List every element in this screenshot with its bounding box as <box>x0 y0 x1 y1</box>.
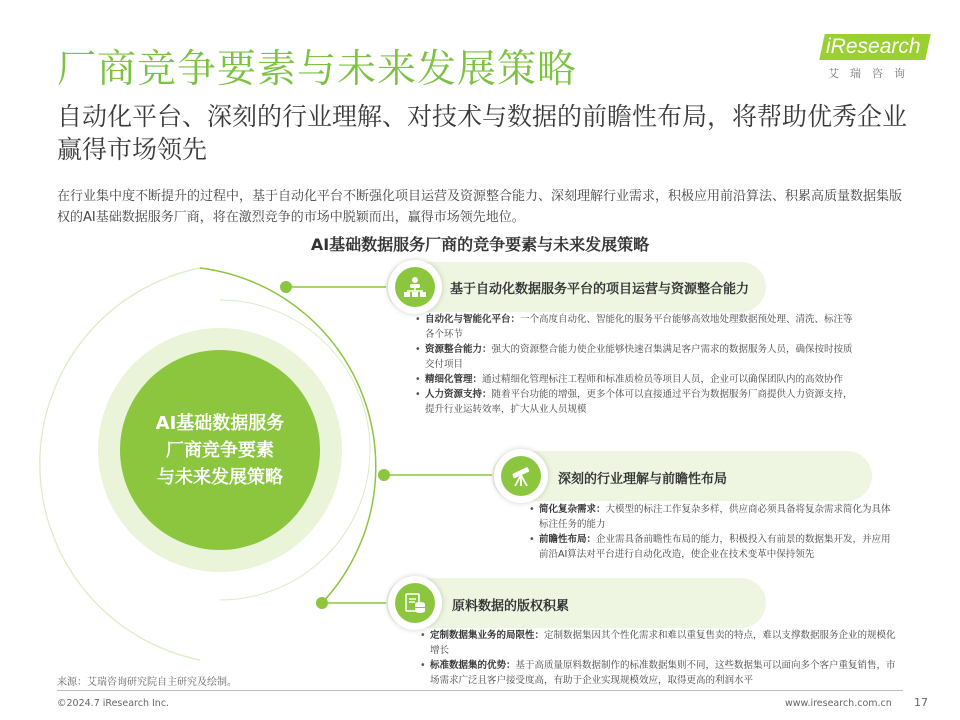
copyright: ©2024.7 iResearch Inc. <box>57 698 170 709</box>
section-3-pill <box>386 578 766 628</box>
center-line-3: 与未来发展策略 <box>156 466 283 488</box>
page-title: 厂商竞争要素与未来发展策略 <box>57 47 578 92</box>
arc-dot-3 <box>316 597 328 609</box>
section-1-bullets <box>413 312 855 417</box>
database-doc-icon <box>403 591 427 615</box>
list-item: • 资源整合能力：强大的资源整合能力使企业能够快速召集满足客户需求的数据服务人员，确保按时按质交付项目 <box>413 342 855 372</box>
section-3-title: 原料数据的版权积累 <box>452 599 570 614</box>
telescope-icon <box>509 464 533 488</box>
source-note: 来源：艾瑞咨询研究院自主研究及绘制。 <box>57 677 237 688</box>
arc-dot-1 <box>280 281 292 293</box>
section-3-icon-circle <box>388 576 442 630</box>
list-item: • 精细化管理：通过精细化管理标注工程师和标准质检员等项目人员，企业可以确保团队内的高效协作 <box>413 372 855 387</box>
section-1-title: 基于自动化数据服务平台的项目运营与资源整合能力 <box>450 282 750 297</box>
footer-divider <box>57 690 903 691</box>
list-item: • 自动化与智能化平台：一个高度自动化、智能化的服务平台能够高效地处理数据预处理、清洗、标注等各个环节 <box>413 312 855 342</box>
logo-text: iResearch <box>826 35 921 58</box>
center-line-1: AI基础数据服务 <box>155 412 285 434</box>
list-item: • 简化复杂需求：大模型的标注工作复杂多样，供应商必须具备将复杂需求简化为具体标注任务的能力 <box>527 502 900 532</box>
page-number: 17 <box>914 696 928 709</box>
logo-cn: 艾瑞咨询 <box>828 67 916 80</box>
center-line-2: 厂商竞争要素 <box>165 439 274 461</box>
center-circle <box>120 350 320 550</box>
list-item: • 人力资源支持：随着平台功能的增强，更多个体可以直接通过平台为数据服务厂商提供人力资源支持，提升行业运转效率，扩大从业人员规模 <box>413 387 855 417</box>
org-chart-icon <box>403 276 427 298</box>
section-3-bullets <box>418 628 896 688</box>
list-item: • 定制数据集业务的局限性：定制数据集因其个性化需求和难以重复售卖的特点，难以支撑数据服务企业的规模化增长 <box>418 628 896 658</box>
diagram-title: AI基础数据服务厂商的竞争要素与未来发展策略 <box>310 235 650 254</box>
page-subtitle: 自动化平台、深刻的行业理解、对技术与数据的前瞻性布局，将帮助优秀企业赢得市场领先 <box>57 102 908 164</box>
list-item: • 前瞻性布局：企业需具备前瞻性布局的能力，积极投入有前景的数据集开发，并应用前沿AI算法对平台进行自动化改造，使企业在技术变革中保持领先 <box>527 532 900 562</box>
arc-dot-2 <box>378 469 390 481</box>
section-2-icon-circle <box>494 449 548 503</box>
section-1-icon-circle <box>388 260 442 314</box>
intro-paragraph: 在行业集中度不断提升的过程中，基于自动化平台不断强化项目运营及资源整合能力、深刻理解行业需求，积极应用前沿算法、积累高质量数据集版权的AI基础数据服务厂商，将在激烈竞争的市场中脱颖而出，赢得市场领先地位。 <box>57 189 903 225</box>
list-item: • 标准数据集的优势：基于高质量原料数据制作的标准数据集则不同，这些数据集可以面向多个客户重复销售，市场需求广泛且客户接受度高，有助于企业实现规模效应，取得更高的利润水平 <box>418 658 896 688</box>
website-link[interactable]: www.iresearch.com.cn <box>785 698 892 709</box>
section-2-bullets <box>527 502 900 562</box>
section-2-title: 深刻的行业理解与前瞻性布局 <box>558 472 728 487</box>
